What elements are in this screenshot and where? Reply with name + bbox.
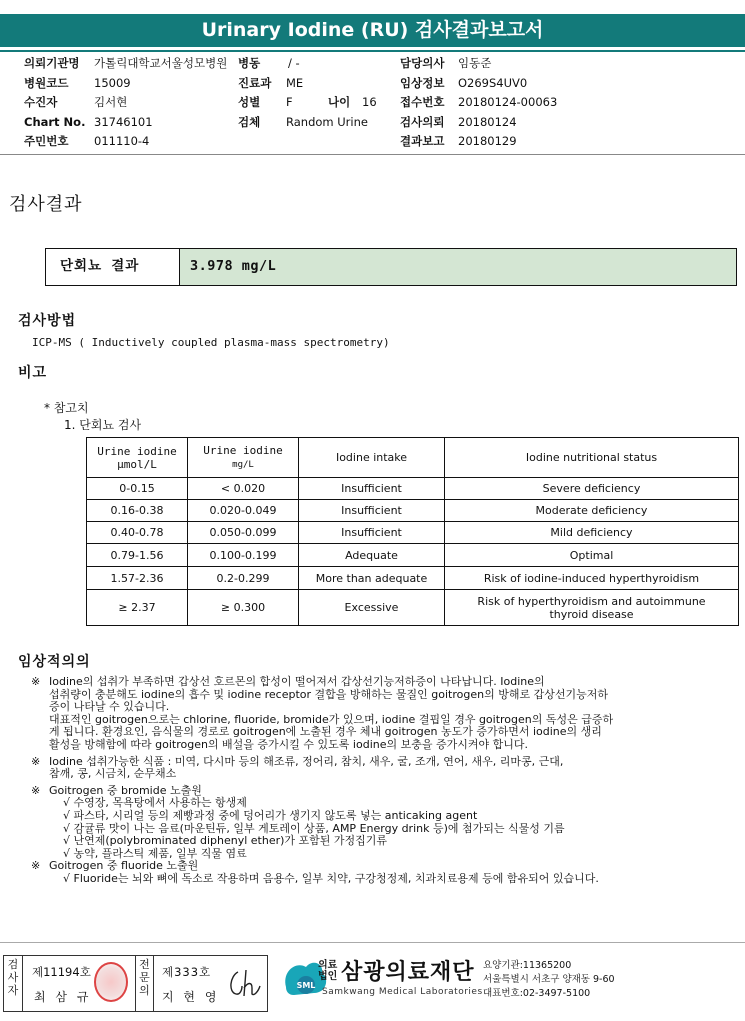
cell-line: thyroid disease (549, 607, 634, 621)
list-item-text: 파스타, 시리얼 등의 제빵과정 중에 덩어리가 생기지 않도록 넣는 anticaking agent (73, 808, 478, 822)
text-line: 섭취량이 충분해도 iodine의 흡수 및 iodine receptor 결합을 방해하는 물질인 goitrogen의 방해로 갑상선기능저하 (49, 687, 608, 701)
info-value: 김서현 (94, 95, 128, 109)
info-label: 수진자 (24, 95, 58, 109)
title-underline (0, 50, 745, 52)
org-phone: 대표번호:02-3497-5100 (483, 988, 591, 999)
info-label: 검사의뢰 (400, 114, 445, 129)
table-cell: Mild deficiency (445, 522, 739, 544)
table-cell: < 0.020 (188, 478, 299, 500)
info-label: 접수번호 (400, 95, 445, 109)
table-row (87, 478, 739, 500)
label-char: 검 (7, 958, 19, 971)
info-value: 임동준 (458, 56, 492, 70)
cell-line: Risk of hyperthyroidism and autoimmune (477, 594, 706, 608)
table-cell: 0.40-0.78 (87, 522, 188, 544)
section-result-heading: 검사결과 (9, 194, 83, 215)
report-title: Urinary Iodine (RU) 검사결과보고서 (0, 14, 745, 47)
specimen-label: 검체 (238, 114, 261, 129)
header-line: μmol/L (117, 457, 157, 471)
clinical-significance (31, 676, 739, 886)
info-value: 011110-4 (94, 134, 150, 148)
info-value: 20180124 (458, 114, 517, 129)
clinical-paragraph (31, 714, 739, 752)
info-label: 담당의사 (400, 56, 445, 70)
tag-line: 의료 (318, 960, 338, 971)
signature-icon (222, 966, 262, 1002)
table-cell: ≥ 0.300 (188, 590, 299, 626)
age-label: 나이 (328, 95, 351, 109)
reference-subtitle: 1. 단회뇨 검사 (64, 418, 142, 432)
result-label: 단회뇨 결과 (46, 249, 180, 285)
table-cell: More than adequate (299, 567, 445, 590)
header-line: Urine iodine (97, 444, 177, 458)
check-mark: √ (63, 871, 71, 885)
dept-value: ME (286, 75, 304, 90)
specialist-license: 제333호 (162, 965, 212, 979)
text-line: Goitrogen 중 fluoride 노출원 (49, 859, 199, 873)
dept-label: 진료과 (238, 75, 272, 90)
table-cell: 0.020-0.049 (188, 500, 299, 522)
table-row (87, 522, 739, 544)
label-char: 문 (139, 971, 150, 984)
table-cell: Excessive (299, 590, 445, 626)
inspector-name: 최 삼 규 (34, 990, 92, 1004)
info-label: 주민번호 (24, 134, 69, 148)
section-method-heading: 검사방법 (18, 313, 77, 329)
list-item-text: 난연제(polybrominated diphenyl ether)가 포함된 가정집기류 (73, 834, 388, 848)
table-row (87, 544, 739, 567)
patient-info-right (400, 54, 557, 152)
table-cell: Risk of iodine-induced hyperthyroidism (445, 567, 739, 590)
text-line: 참깨, 콩, 시금치, 순무채소 (49, 767, 177, 781)
check-mark: √ (63, 821, 71, 835)
info-value: 20180124-00063 (458, 95, 558, 109)
org-code: 요양기관:11365200 (483, 960, 572, 971)
list-item (63, 873, 739, 886)
info-value: 20180129 (458, 134, 517, 148)
table-header (87, 438, 188, 478)
label-char: 의 (139, 984, 150, 997)
list-item-text: 농약, 플라스틱 제품, 일부 직물 염료 (73, 846, 247, 860)
text-line: 증이 나타날 수 있습니다. (49, 700, 170, 714)
text-line: 대표적인 goitrogen으로는 chlorine, fluoride, bromide가 있으며, iodine 결핍일 경우 goitrogen의 독성은 급증하 (49, 712, 614, 726)
text-line: 게 됩니다. 환경요인, 음식물의 경로로 goitrogen에 노출된 경우 체내 goitrogen 농도가 증가하면서 iodine의 생리 (49, 725, 602, 739)
footer-separator (0, 942, 745, 943)
bromide-list (31, 797, 739, 860)
org-contact (483, 959, 615, 1001)
reference-mark: ※ (31, 754, 41, 768)
check-mark: √ (63, 834, 71, 848)
list-item-text: 수영장, 목욕탕에서 사용하는 항생제 (73, 796, 247, 810)
table-header: Iodine nutritional status (445, 438, 739, 478)
reference-mark: ※ (31, 859, 41, 873)
reference-table (86, 437, 739, 626)
org-name: 삼광의료재단 (341, 960, 475, 985)
table-cell (445, 590, 739, 626)
sex-label: 성별 (238, 95, 261, 109)
info-value: 31746101 (94, 114, 153, 129)
info-label: 병원코드 (24, 75, 69, 90)
info-value: O269S4UV0 (458, 75, 528, 90)
table-cell: Severe deficiency (445, 478, 739, 500)
method-text: ICP-MS ( Inductively coupled plasma-mass spectrometry) (32, 336, 390, 349)
org-type-tag (318, 960, 337, 982)
specialist-name: 지 현 영 (162, 990, 220, 1004)
header-line: Urine iodine (203, 443, 283, 457)
fluoride-list (31, 873, 739, 886)
inspector-label (4, 956, 23, 1011)
food-paragraph (31, 756, 739, 781)
table-cell: 1.57-2.36 (87, 567, 188, 590)
patient-info-left (24, 54, 227, 152)
table-header-row (87, 438, 739, 478)
table-header (188, 438, 299, 478)
info-label: Chart No. (24, 114, 86, 129)
table-cell: 0.100-0.199 (188, 544, 299, 567)
table-header: Iodine intake (299, 438, 445, 478)
list-item-text: Fluoride는 뇌와 뼈에 독소로 작용하며 음용수, 일부 치약, 구강청정제, 치과치료용제 등에 함유되어 있습니다. (73, 871, 599, 885)
result-box (45, 248, 737, 286)
info-value: 15009 (94, 75, 131, 90)
table-row (87, 567, 739, 590)
table-cell: 0.050-0.099 (188, 522, 299, 544)
label-char: 사 (7, 971, 19, 984)
check-mark: √ (63, 796, 71, 810)
label-char: 자 (7, 984, 19, 997)
check-mark: √ (63, 808, 71, 822)
table-cell: 0.16-0.38 (87, 500, 188, 522)
table-row (87, 500, 739, 522)
text-line: 활성을 방해함에 따라 goitrogen의 배설을 증가시킬 수 있도록 iodine의 보충을 증가시켜야 합니다. (49, 737, 528, 751)
text-line: Iodine 섭취가능한 식품 : 미역, 다시마 등의 해조류, 정어리, 참치, 새우, 굴, 조개, 연어, 새우, 리마콩, 근대, (49, 754, 564, 768)
reference-mark: ※ (31, 783, 41, 797)
table-cell: ≥ 2.37 (87, 590, 188, 626)
table-cell: 0.2-0.299 (188, 567, 299, 590)
reference-title: * 참고치 (44, 401, 89, 415)
seal-stamp-icon (94, 962, 128, 1002)
result-value: 3.978 mg/L (180, 249, 736, 285)
sex-value: F (286, 95, 293, 109)
specialist-label (135, 956, 154, 1011)
ward-value: / - (288, 56, 300, 70)
specimen-value: Random Urine (286, 114, 368, 129)
list-item-text: 감귤류 맛이 나는 음료(마운틴듀, 일부 게토레이 상품, AMP Energy drink 등)에 첨가되는 식물성 기름 (73, 821, 565, 835)
clinical-paragraph (31, 676, 739, 714)
table-row (87, 590, 739, 626)
inspector-license: 제11194호 (32, 965, 91, 979)
text-line: Goitrogen 중 bromide 노출원 (49, 783, 202, 797)
reference-mark: ※ (31, 675, 41, 688)
section-remarks-heading: 비고 (18, 365, 48, 381)
signature-box (3, 955, 268, 1012)
org-english-name: Samkwang Medical Laboratories (322, 987, 483, 997)
table-cell: Insufficient (299, 522, 445, 544)
logo-text: SML (296, 981, 316, 990)
org-address: 서울특별시 서초구 양재동 9-60 (483, 974, 615, 985)
info-value: 가톨릭대학교서울성모병원 (94, 56, 228, 70)
header-separator (0, 154, 745, 155)
table-cell: Moderate deficiency (445, 500, 739, 522)
table-cell: 0-0.15 (87, 478, 188, 500)
info-label: 결과보고 (400, 134, 445, 148)
tag-line: 법인 (318, 971, 338, 982)
info-label: 임상정보 (400, 75, 445, 90)
ward-label: 병동 (238, 56, 261, 70)
age-value: 16 (362, 95, 377, 109)
table-cell: Optimal (445, 544, 739, 567)
table-cell: Adequate (299, 544, 445, 567)
table-cell: 0.79-1.56 (87, 544, 188, 567)
label-char: 전 (139, 958, 150, 971)
section-clinical-heading: 임상적의의 (18, 654, 91, 670)
text-line: Iodine의 섭취가 부족하면 갑상선 호르몬의 합성이 떨어져서 갑상선기능저하증이 나타납니다. Iodine의 (49, 675, 545, 688)
table-cell: Insufficient (299, 478, 445, 500)
header-line: mg/L (232, 459, 254, 470)
info-label: 의뢰기관명 (24, 56, 80, 70)
patient-info-mid (238, 54, 377, 132)
check-mark: √ (63, 846, 71, 860)
table-cell: Insufficient (299, 500, 445, 522)
